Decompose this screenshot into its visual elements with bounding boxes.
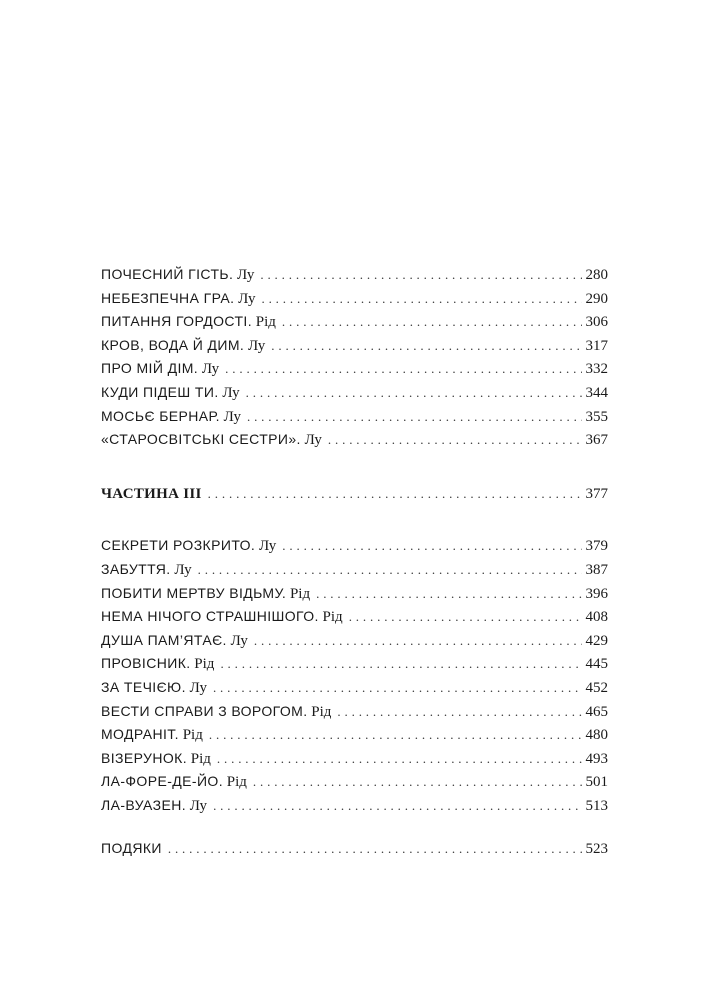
- toc-entry-title: НЕБЕЗПЕЧНА ГРА.: [101, 289, 235, 306]
- toc-entry-page: 480: [585, 727, 608, 744]
- toc-entry-title: СЕКРЕТИ РОЗКРИТО.: [101, 537, 256, 554]
- spacer: [101, 505, 608, 534]
- toc-entry-page: 355: [585, 408, 608, 425]
- toc-entry-author: Лу: [238, 290, 256, 307]
- toc-entry-author: Лу: [237, 267, 255, 283]
- table-of-contents: [101, 263, 608, 861]
- toc-entry: [101, 629, 608, 653]
- toc-entry-page: 290: [585, 290, 608, 307]
- toc-entry-author: Рід: [190, 750, 211, 767]
- toc-entry-page: 396: [585, 585, 608, 602]
- toc-entry-title: КРОВ, ВОДА Й ДИМ.: [101, 336, 245, 353]
- toc-entry-page: 280: [585, 267, 608, 283]
- toc-entry-author: Лу: [258, 538, 277, 555]
- toc-entry-title: ЗАБУТТЯ.: [101, 560, 171, 577]
- toc-entry-title: ЛА-ФОРЕ-ДЕ-ЙО.: [101, 773, 223, 790]
- toc-entry: [101, 770, 608, 794]
- toc-entry: [101, 700, 608, 724]
- toc-entry: [101, 558, 608, 582]
- toc-entry: [101, 676, 608, 700]
- dot-leader: [328, 428, 582, 452]
- toc-entry-page: 332: [585, 361, 608, 378]
- toc-entry: [101, 334, 608, 358]
- toc-entry-author: Лу: [230, 632, 248, 649]
- toc-entry-page: 317: [585, 337, 608, 354]
- dot-leader: [209, 723, 582, 747]
- dot-leader: [253, 770, 582, 794]
- toc-entry-author: Лу: [247, 337, 266, 354]
- acknowledgements-title: ПОДЯКИ: [101, 840, 162, 857]
- toc-entry: [101, 428, 608, 452]
- dot-leader: [246, 381, 582, 405]
- toc-entry-title: МОДРАНІТ.: [101, 726, 179, 743]
- toc-entry-author: Рід: [289, 585, 311, 602]
- toc-entry: [101, 381, 608, 405]
- toc-entry-title: ПОЧЕСНИЙ ГІСТЬ.: [101, 266, 234, 282]
- toc-entry-title: «СТАРОСВІТСЬКІ СЕСТРИ».: [101, 431, 301, 448]
- toc-entry-author: Рід: [255, 314, 276, 331]
- toc-entry-page: 493: [585, 750, 608, 767]
- toc-entry-author: Лу: [189, 797, 208, 814]
- dot-leader: [316, 582, 581, 606]
- toc-entry-title: ПОБИТИ МЕРТВУ ВІДЬМУ.: [101, 584, 287, 601]
- dot-leader: [247, 405, 582, 429]
- acknowledgements-page: 523: [585, 841, 608, 858]
- dot-leader: [282, 310, 582, 334]
- toc-entry-title: ВІЗЕРУНОК.: [101, 749, 187, 766]
- toc-entry-author: Рід: [226, 774, 247, 791]
- dot-leader: [282, 534, 581, 558]
- toc-entry: [101, 605, 608, 629]
- dot-leader: [261, 287, 581, 311]
- toc-entry-page: 513: [585, 797, 608, 814]
- toc-entry: [101, 747, 608, 771]
- dot-leader: [337, 700, 581, 724]
- dot-leader: [198, 558, 582, 582]
- part-title: ЧАСТИНА III: [101, 485, 202, 502]
- dot-leader: [213, 794, 581, 818]
- toc-entry-author: Рід: [311, 703, 332, 720]
- dot-leader: [260, 263, 581, 287]
- toc-entry-author: Лу: [189, 679, 207, 696]
- toc-entry-author: Рід: [322, 609, 343, 626]
- toc-entry-page: 465: [585, 703, 608, 720]
- toc-entry-page: 344: [585, 384, 608, 401]
- dot-leader: [271, 334, 581, 358]
- toc-entry-author: Лу: [222, 384, 240, 401]
- dot-leader: [349, 605, 582, 629]
- toc-entry: [101, 405, 608, 429]
- toc-entry-title: НЕМА НІЧОГО СТРАШНІШОГО.: [101, 608, 319, 625]
- toc-part-heading: [101, 482, 608, 506]
- toc-entry-page: 379: [585, 538, 608, 555]
- toc-entry-author: Рід: [182, 727, 203, 744]
- toc-entry: [101, 794, 608, 818]
- spacer: [101, 452, 608, 482]
- dot-leader: [220, 652, 581, 676]
- toc-entry-title: ДУША ПАМ’ЯТАЄ.: [101, 631, 227, 648]
- toc-entry-title: ЗА ТЕЧІЄЮ.: [101, 678, 186, 695]
- dot-leader: [168, 837, 582, 861]
- toc-entry-title: МОСЬЄ БЕРНАР.: [101, 407, 220, 424]
- toc-entry-title: ВЕСТИ СПРАВИ З ВОРОГОМ.: [101, 702, 308, 719]
- part-page: 377: [585, 485, 608, 502]
- toc-entry-page: 306: [585, 314, 608, 331]
- dot-leader: [217, 747, 582, 771]
- toc-entry: [101, 263, 608, 287]
- toc-entry-page: 367: [585, 432, 608, 449]
- toc-entry-title: ЛА-ВУАЗЕН.: [101, 796, 186, 813]
- dot-leader: [208, 482, 582, 506]
- toc-entry: [101, 652, 608, 676]
- spacer: [101, 817, 608, 837]
- toc-entry-author: Рід: [194, 656, 215, 673]
- toc-entry-author: Лу: [201, 361, 220, 378]
- toc-entry-author: Лу: [223, 408, 241, 425]
- toc-entry: [101, 310, 608, 334]
- toc-entry: [101, 582, 608, 606]
- toc-entry: [101, 534, 608, 558]
- toc-entry-title: ПРО МІЙ ДІМ.: [101, 360, 199, 377]
- toc-entry: [101, 723, 608, 747]
- toc-entry-page: 387: [585, 561, 608, 578]
- toc-entry-author: Лу: [174, 561, 192, 578]
- toc-entry: [101, 287, 608, 311]
- toc-entry-page: 429: [585, 632, 608, 649]
- dot-leader: [254, 629, 582, 653]
- dot-leader: [225, 357, 581, 381]
- toc-entry-title: ПИТАННЯ ГОРДОСТІ.: [101, 313, 253, 330]
- toc-entry-page: 452: [585, 679, 608, 696]
- toc-entry-page: 408: [585, 609, 608, 626]
- toc-entry-author: Лу: [304, 432, 322, 449]
- toc-entry-acknowledgements: [101, 837, 608, 861]
- toc-entry-page: 445: [585, 656, 608, 673]
- dot-leader: [213, 676, 582, 700]
- toc-entry-title: ПРОВІСНИК.: [101, 655, 191, 672]
- toc-entry-title: КУДИ ПІДЕШ ТИ.: [101, 383, 219, 400]
- toc-entry: [101, 357, 608, 381]
- toc-entry-page: 501: [585, 774, 608, 791]
